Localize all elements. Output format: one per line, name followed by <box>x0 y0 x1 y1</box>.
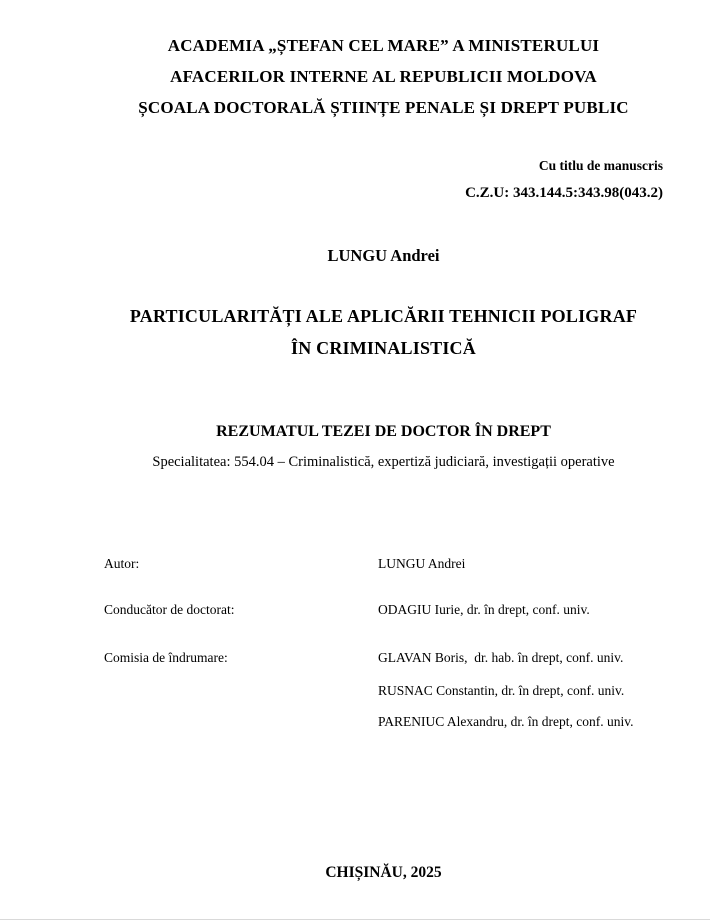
institution-header <box>104 30 663 123</box>
credits-value-committee-2: RUSNAC Constantin, dr. în drept, conf. univ. <box>378 683 625 698</box>
credits-value-author: LUNGU Andrei <box>378 556 466 571</box>
czu-code: C.Z.U: 343.144.5:343.98(043.2) <box>465 185 663 201</box>
institution-line-2: AFACERILOR INTERNE AL REPUBLICII MOLDOVA <box>170 67 597 86</box>
footer-city-year: CHIȘINĂU, 2025 <box>325 864 442 881</box>
credits-row-author <box>0 554 710 574</box>
manuscript-note: Cu titlu de manuscris <box>538 158 663 173</box>
credits-row-supervisor <box>0 600 710 620</box>
credits-row-committee-2 <box>0 681 710 701</box>
credits-value-committee-3: PARENIUC Alexandru, dr. în drept, conf. univ. <box>378 714 634 729</box>
summary-heading: REZUMATUL TEZEI DE DOCTOR ÎN DREPT <box>216 423 551 440</box>
credits-label-author: Autor: <box>104 556 140 571</box>
credits-value-committee-1: GLAVAN Boris, dr. hab. în drept, conf. univ. <box>378 650 624 665</box>
manuscript-note-block <box>104 152 663 208</box>
institution-line-3: ȘCOALA DOCTORALĂ ȘTIINȚE PENALE ȘI DREPT PUBLIC <box>138 98 629 117</box>
credits-row-committee-3 <box>0 712 710 732</box>
credits-label-supervisor: Conducător de doctorat: <box>104 602 235 617</box>
thesis-title-line-1: PARTICULARITĂȚI ALE APLICĂRII TEHNICII POLIGRAF <box>129 306 638 326</box>
thesis-title-line-2: ÎN CRIMINALISTICĂ <box>291 338 476 358</box>
credits-value-supervisor: ODAGIU Iurie, dr. în drept, conf. univ. <box>378 602 590 617</box>
institution-line-1: ACADEMIA „ȘTEFAN CEL MARE” A MINISTERULUI <box>167 36 600 55</box>
credits-label-committee: Comisia de îndrumare: <box>104 650 228 665</box>
author-name-heading: LUNGU Andrei <box>327 246 440 265</box>
thesis-title <box>104 300 663 364</box>
specialty-line: Specialitatea: 554.04 – Criminalistică, expertiză judiciară, investigații operative <box>152 454 615 470</box>
credits-row-committee-1 <box>0 648 710 668</box>
